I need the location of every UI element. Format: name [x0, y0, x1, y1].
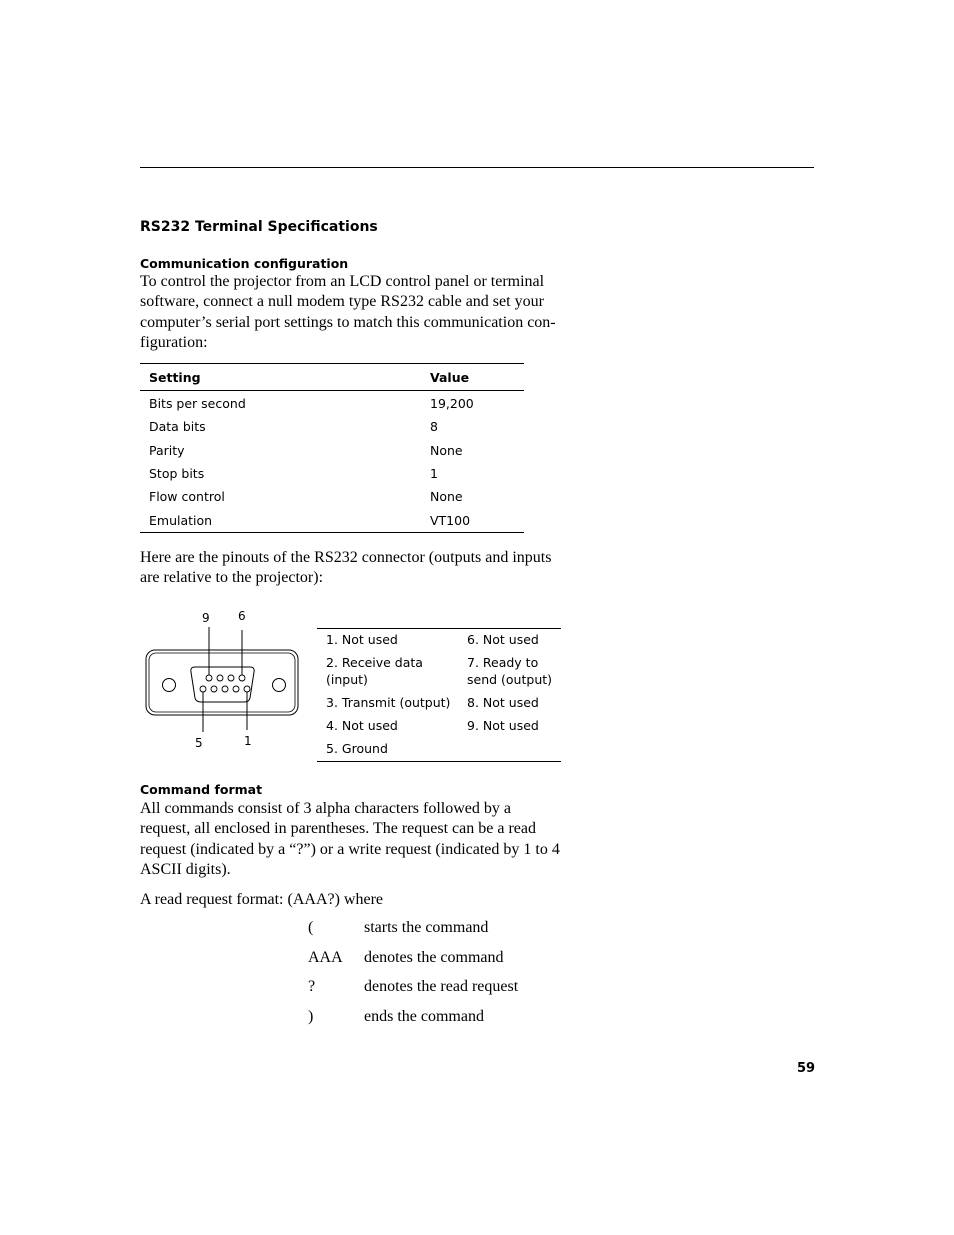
- table-row: [140, 439, 524, 462]
- definition-row: [0, 978, 954, 1000]
- comm-config-paragraph: [140, 272, 600, 353]
- pin-cell: 1. Not used: [326, 632, 398, 647]
- setting-cell: Flow control: [149, 489, 225, 505]
- comm-line: figuration:: [140, 333, 208, 351]
- pinout-intro-line: are relative to the projector):: [140, 569, 324, 587]
- command-line: request, all enclosed in parentheses. The request can be a read: [140, 820, 536, 838]
- pinout-intro: [140, 548, 600, 589]
- pin-row: [317, 694, 561, 717]
- table-row: [140, 508, 524, 531]
- value-cell: 19,200: [430, 396, 474, 412]
- definition-value: denotes the command: [364, 949, 504, 966]
- pin-hole: [217, 675, 223, 681]
- table-rule: [140, 532, 524, 533]
- pin-cell: 3. Transmit (output): [326, 695, 451, 710]
- comm-line: software, connect a null modem type RS232 cable and set your: [140, 293, 544, 311]
- pin-hole: [206, 675, 212, 681]
- pin-row: [317, 631, 561, 654]
- pin-cell: 8. Not used: [467, 695, 539, 710]
- value-cell: 1: [430, 466, 438, 482]
- label-pin-1: 1: [244, 734, 252, 748]
- definition-row: [0, 919, 954, 941]
- read-request-text: A read request format: (AAA?) where: [140, 891, 384, 908]
- pin-hole: [222, 686, 228, 692]
- settings-table: [140, 363, 524, 533]
- table-row: [140, 462, 524, 485]
- definition-key: (: [308, 919, 314, 936]
- command-line: All commands consist of 3 alpha characters followed by a: [140, 800, 511, 817]
- definition-value: starts the command: [364, 919, 489, 936]
- setting-cell: Emulation: [149, 512, 213, 528]
- table-rule: [317, 761, 561, 762]
- pin-hole: [244, 686, 250, 692]
- pin-cell: 9. Not used: [467, 718, 539, 733]
- definition-value: denotes the read request: [364, 978, 519, 995]
- definition-key: ?: [308, 978, 316, 995]
- label-pin-6: 6: [238, 609, 246, 623]
- db9-connector-diagram: [140, 605, 305, 755]
- definition-row: [0, 1008, 954, 1030]
- pinout-intro-line: Here are the pinouts of the RS232 connector (outputs and inputs: [140, 549, 552, 566]
- comm-config-heading: Communication configuration: [140, 256, 349, 271]
- table-header-row: [140, 364, 524, 390]
- value-cell: None: [430, 489, 463, 505]
- pin-row: [317, 654, 561, 694]
- pin-hole: [233, 686, 239, 692]
- value-cell: None: [430, 442, 463, 458]
- definition-value: ends the command: [364, 1008, 484, 1025]
- header-value: Value: [430, 369, 470, 385]
- header-rule: [140, 167, 814, 168]
- mounting-hole-right: [273, 679, 286, 692]
- command-paragraph: [140, 799, 600, 880]
- pin-hole: [228, 675, 234, 681]
- command-line: request (indicated by a “?”) or a write request (indicated by 1 to 4: [140, 840, 560, 858]
- pin-hole: [200, 686, 206, 692]
- comm-line: To control the projector from an LCD control panel or terminal: [140, 273, 545, 290]
- connector-shell-outer: [146, 650, 298, 715]
- setting-cell: Stop bits: [149, 466, 205, 482]
- setting-cell: Parity: [149, 442, 185, 458]
- pin-cell: 7. Ready to send (output): [467, 655, 553, 687]
- definition-key: ): [308, 1008, 314, 1025]
- pinout-table: [317, 628, 561, 762]
- pin-cell: [467, 740, 561, 757]
- definition-row: [0, 949, 954, 971]
- pin-cell: 2. Receive data (input): [326, 655, 423, 687]
- pin-hole: [211, 686, 217, 692]
- table-row: [140, 392, 524, 415]
- label-pin-9: 9: [202, 611, 210, 625]
- pin-cell: 6. Not used: [467, 632, 539, 647]
- pin-row: [317, 740, 561, 761]
- command-format-heading: Command format: [140, 782, 263, 797]
- page-number: 59: [797, 1061, 816, 1076]
- value-cell: 8: [430, 419, 438, 435]
- table-row: [140, 485, 524, 508]
- header-setting: Setting: [149, 369, 201, 385]
- pin-hole: [239, 675, 245, 681]
- pin-row: [317, 717, 561, 740]
- setting-cell: Data bits: [149, 419, 206, 435]
- pin-housing: [191, 667, 254, 702]
- read-request-line: [140, 890, 600, 910]
- section-title: RS232 Terminal Specifications: [140, 219, 378, 235]
- value-cell: VT100: [430, 512, 471, 528]
- setting-cell: Bits per second: [149, 396, 246, 412]
- pin-cell: 4. Not used: [326, 718, 398, 733]
- definition-key: AAA: [308, 949, 343, 966]
- command-line: ASCII digits).: [140, 860, 231, 878]
- mounting-hole-left: [163, 679, 176, 692]
- comm-line: computer’s serial port settings to match this communication con-: [140, 313, 556, 331]
- table-row: [140, 415, 524, 438]
- pin-cell: 5. Ground: [326, 741, 388, 756]
- label-pin-5: 5: [195, 736, 203, 750]
